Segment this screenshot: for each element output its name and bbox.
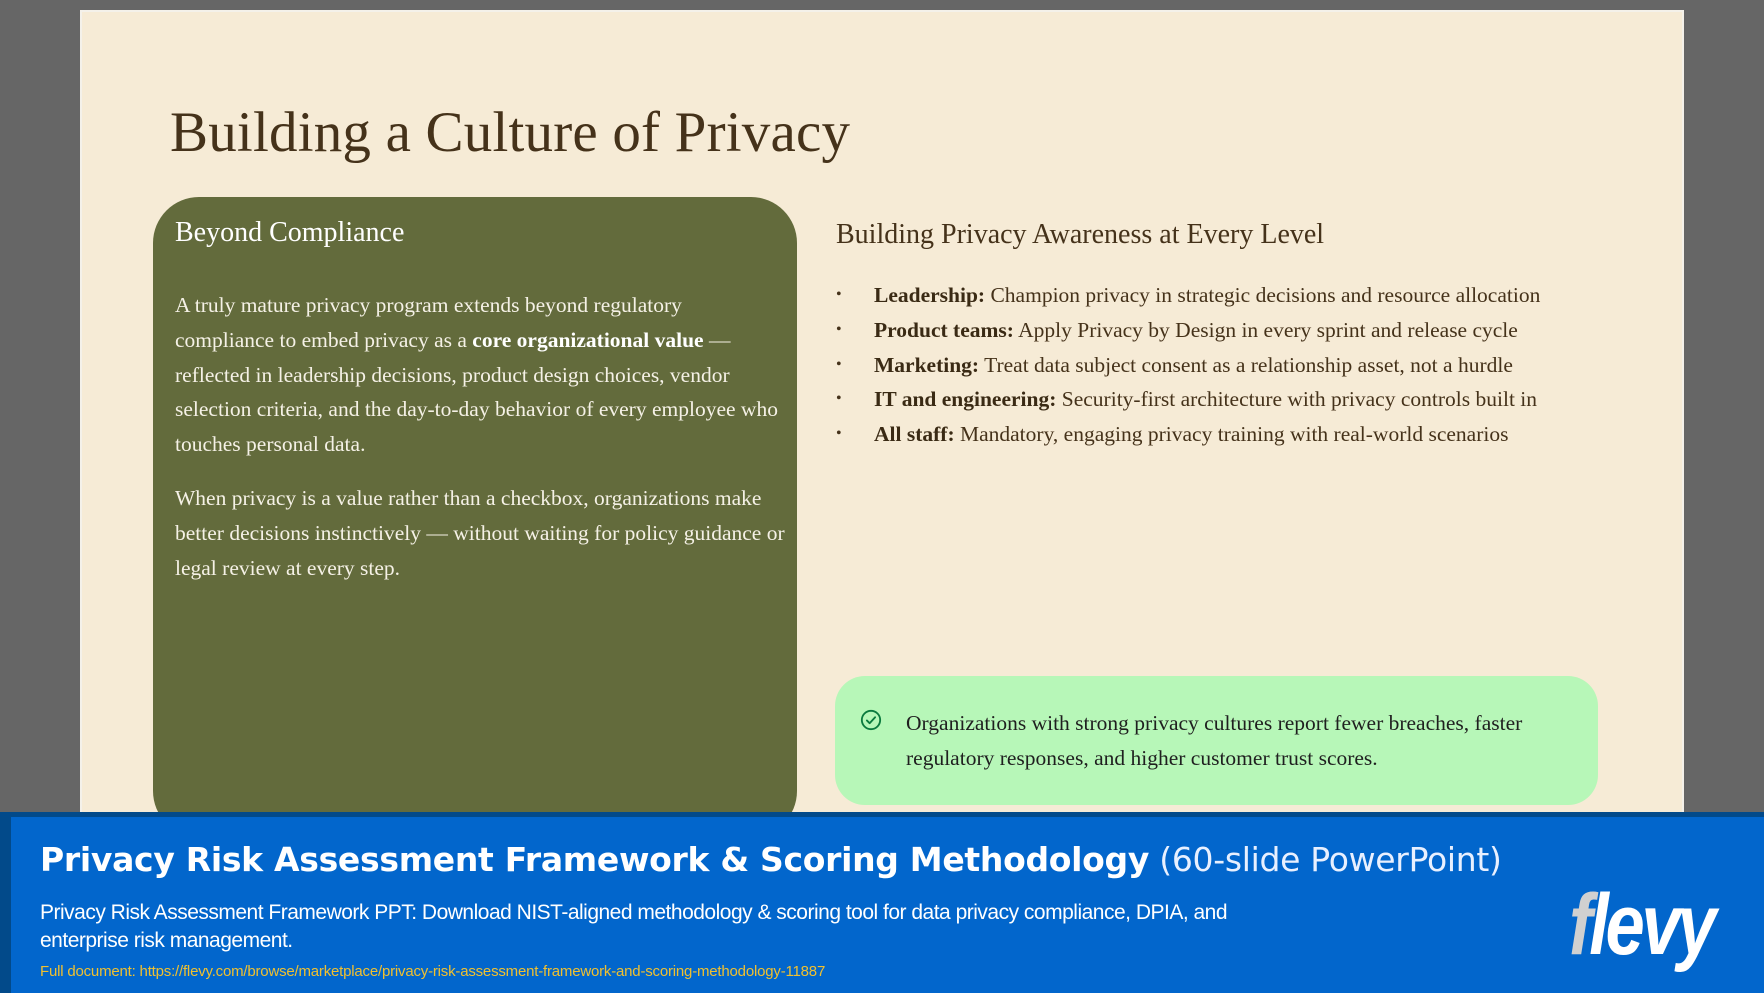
beyond-compliance-card xyxy=(153,197,797,837)
card-paragraph-1: A truly mature privacy program extends beyond regulatory compliance to embed privacy as a core organizational value — reflected in leadership decisions, product design choices, vendor selection criteria, and the day-to-day behavior of every employee who touches personal data. xyxy=(175,293,778,457)
list-item: • All staff: Mandatory, engaging privacy training with real-world scenarios xyxy=(836,417,1596,452)
card-heading: Beyond Compliance xyxy=(175,217,405,248)
banner-description: Privacy Risk Assessment Framework PPT: Download NIST-aligned methodology & scoring tool for data privacy compliance, DPIA, and enterprise risk management. xyxy=(40,901,1228,952)
list-item: • Marketing: Treat data subject consent as a relationship asset, not a hurdle xyxy=(836,348,1596,383)
callout-text: Organizations with strong privacy cultures report fewer breaches, faster regulatory responses, and higher customer trust scores. xyxy=(906,711,1523,770)
emphasis-text: core organizational value xyxy=(472,327,704,352)
list-item: • IT and engineering: Security-first architecture with privacy controls built in xyxy=(836,382,1596,417)
bullet-icon: • xyxy=(836,425,842,443)
card-paragraph-2: When privacy is a value rather than a checkbox, organizations make better decisions instinctively — without waiting for policy guidance or legal review at every step. xyxy=(175,485,785,580)
slide-title: Building a Culture of Privacy xyxy=(170,101,851,164)
bullet-icon: • xyxy=(836,286,842,303)
full-document-link[interactable]: Full document: https://flevy.com/browse/marketplace/privacy-risk-assessment-framework-and-scoring-methodology-11887 xyxy=(40,963,826,980)
awareness-list xyxy=(836,278,1596,452)
slide xyxy=(80,10,1684,830)
bullet-icon: • xyxy=(836,320,842,338)
bullet-icon: • xyxy=(836,390,842,408)
check-circle-icon xyxy=(860,709,882,731)
flevy-logo[interactable]: flevy xyxy=(1569,877,1714,973)
awareness-heading: Building Privacy Awareness at Every Level xyxy=(836,219,1325,250)
banner-title[interactable]: Privacy Risk Assessment Framework & Scoring Methodology (60-slide PowerPoint) xyxy=(40,840,1502,879)
insight-callout xyxy=(835,676,1598,805)
card-body xyxy=(175,288,785,604)
bullet-icon: • xyxy=(836,355,842,373)
list-item: • Leadership: Champion privacy in strategic decisions and resource allocation xyxy=(836,278,1596,313)
list-item: • Product teams: Apply Privacy by Design in every sprint and release cycle xyxy=(836,313,1596,348)
product-banner xyxy=(0,812,1764,993)
